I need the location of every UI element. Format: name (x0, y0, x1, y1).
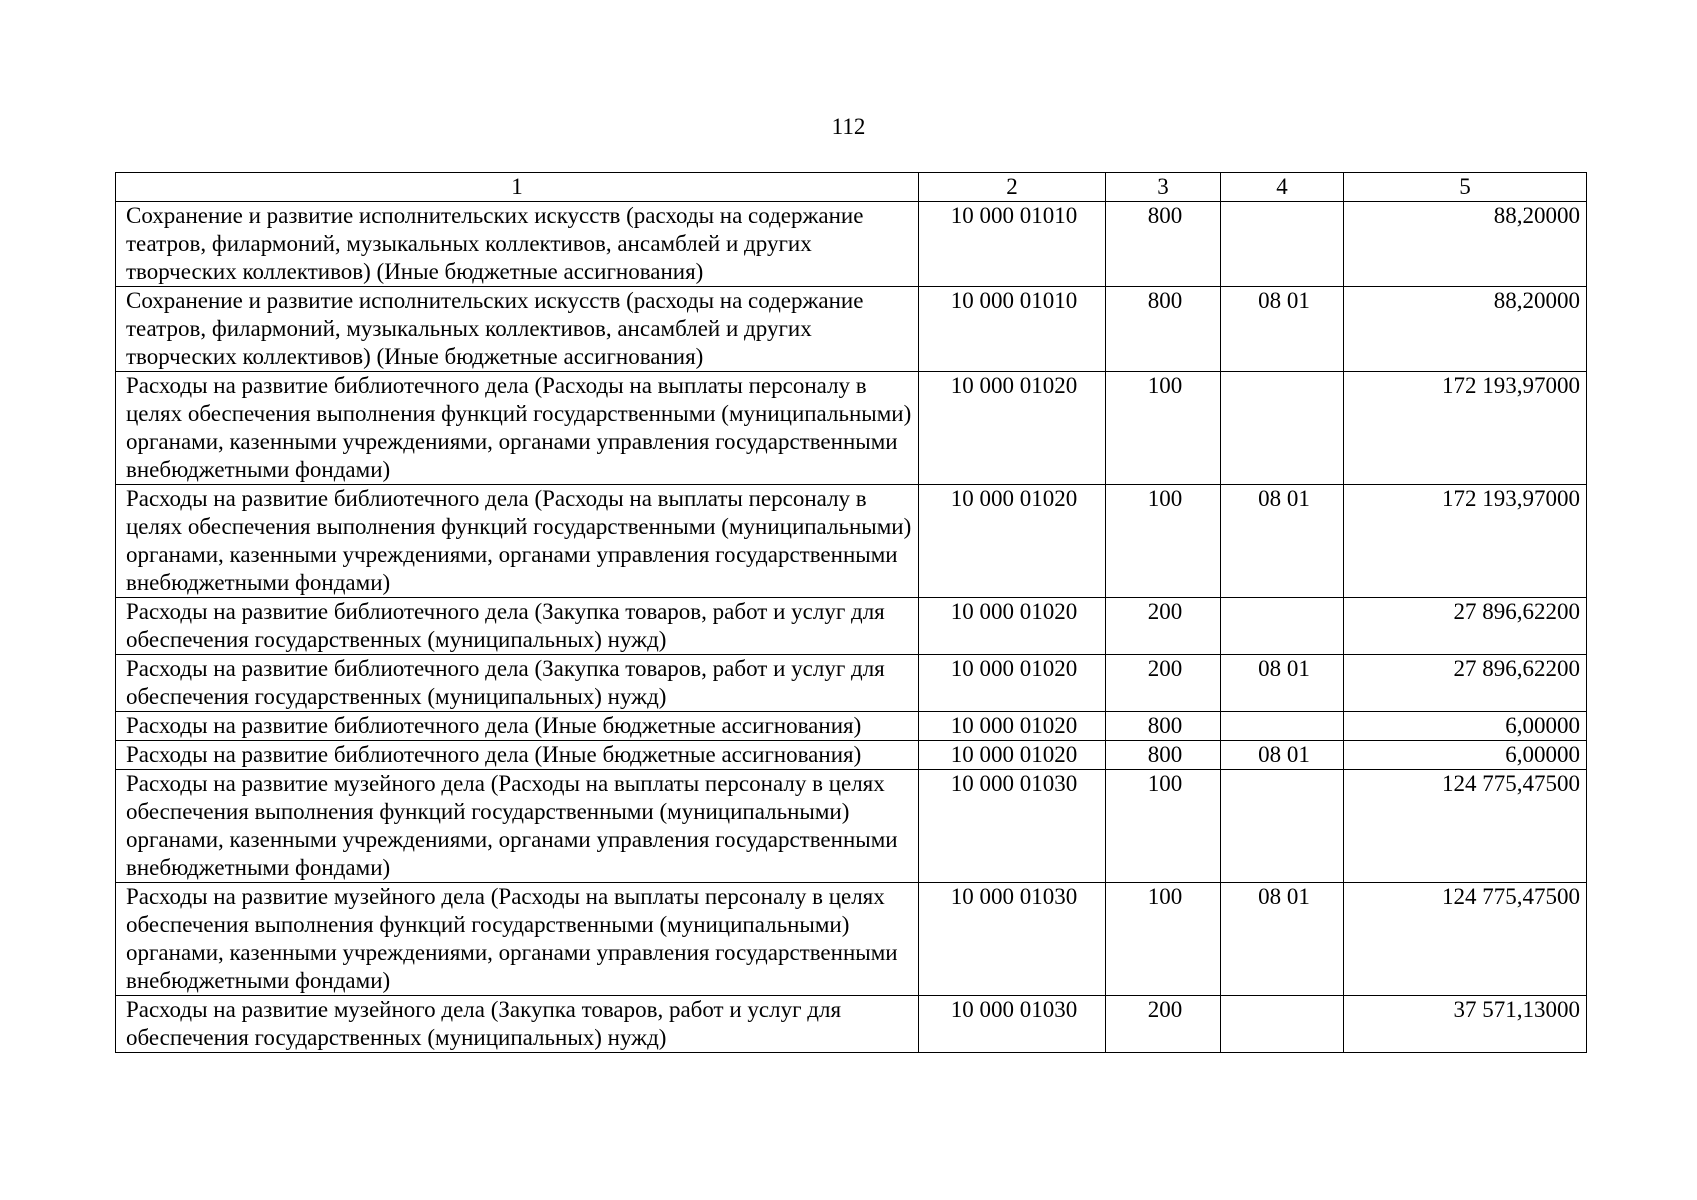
row-section: 08 01 (1221, 741, 1344, 770)
row-expense-type: 200 (1106, 996, 1221, 1053)
row-name: Сохранение и развитие исполнительских искусств (расходы на содержание театров, филармоний, музыкальных коллективов, ансамблей и других творческих коллективов) (Иные бюджетные ассигнования) (116, 287, 919, 372)
row-code: 10 000 01020 (919, 372, 1106, 485)
row-name: Расходы на развитие библиотечного дела (Иные бюджетные ассигнования) (116, 712, 919, 741)
table-row (116, 372, 1587, 485)
table-row (116, 287, 1587, 372)
row-expense-type: 100 (1106, 883, 1221, 996)
table-header-row (116, 173, 1587, 202)
table-row (116, 883, 1587, 996)
row-name: Расходы на развитие библиотечного дела (Иные бюджетные ассигнования) (116, 741, 919, 770)
row-expense-type: 100 (1106, 372, 1221, 485)
row-name: Расходы на развитие музейного дела (Расходы на выплаты персоналу в целях обеспечения выполнения функций государственными (муниципальными) органами, казенными учреждениями, органами управления государственными внебюджетными фондами) (116, 770, 919, 883)
row-code: 10 000 01020 (919, 712, 1106, 741)
table-row (116, 655, 1587, 712)
row-code: 10 000 01030 (919, 883, 1106, 996)
table-row (116, 770, 1587, 883)
row-code: 10 000 01020 (919, 598, 1106, 655)
row-name: Расходы на развитие библиотечного дела (Закупка товаров, работ и услуг для обеспечения государственных (муниципальных) нужд) (116, 655, 919, 712)
row-name: Расходы на развитие библиотечного дела (Закупка товаров, работ и услуг для обеспечения государственных (муниципальных) нужд) (116, 598, 919, 655)
row-sum: 124 775,47500 (1344, 883, 1587, 996)
row-expense-type: 200 (1106, 598, 1221, 655)
row-expense-type: 800 (1106, 712, 1221, 741)
row-name: Расходы на развитие музейного дела (Расходы на выплаты персоналу в целях обеспечения выполнения функций государственными (муниципальными) органами, казенными учреждениями, органами управления государственными внебюджетными фондами) (116, 883, 919, 996)
row-sum: 6,00000 (1344, 741, 1587, 770)
budget-table (115, 172, 1587, 1053)
row-sum: 88,20000 (1344, 287, 1587, 372)
row-name: Расходы на развитие библиотечного дела (Расходы на выплаты персоналу в целях обеспечения выполнения функций государственными (муниципальными) органами, казенными учреждениями, органами управления государственными внебюджетными фондами) (116, 485, 919, 598)
table-row (116, 598, 1587, 655)
table-row (116, 996, 1587, 1053)
row-name: Расходы на развитие музейного дела (Закупка товаров, работ и услуг для обеспечения государственных (муниципальных) нужд) (116, 996, 919, 1053)
row-name: Сохранение и развитие исполнительских искусств (расходы на содержание театров, филармоний, музыкальных коллективов, ансамблей и других творческих коллективов) (Иные бюджетные ассигнования) (116, 202, 919, 287)
row-code: 10 000 01010 (919, 287, 1106, 372)
row-sum: 88,20000 (1344, 202, 1587, 287)
row-expense-type: 100 (1106, 485, 1221, 598)
row-expense-type: 800 (1106, 741, 1221, 770)
row-name: Расходы на развитие библиотечного дела (Расходы на выплаты персоналу в целях обеспечения выполнения функций государственными (муниципальными) органами, казенными учреждениями, органами управления государственными внебюджетными фондами) (116, 372, 919, 485)
row-code: 10 000 01010 (919, 202, 1106, 287)
row-code: 10 000 01030 (919, 770, 1106, 883)
row-section (1221, 202, 1344, 287)
row-code: 10 000 01030 (919, 996, 1106, 1053)
row-sum: 172 193,97000 (1344, 372, 1587, 485)
row-sum: 37 571,13000 (1344, 996, 1587, 1053)
table-row (116, 741, 1587, 770)
row-section: 08 01 (1221, 287, 1344, 372)
row-section (1221, 996, 1344, 1053)
column-header-section: 4 (1221, 173, 1344, 202)
row-sum: 124 775,47500 (1344, 770, 1587, 883)
row-expense-type: 100 (1106, 770, 1221, 883)
row-expense-type: 800 (1106, 287, 1221, 372)
column-header-sum: 5 (1344, 173, 1587, 202)
row-code: 10 000 01020 (919, 485, 1106, 598)
table-row (116, 202, 1587, 287)
row-code: 10 000 01020 (919, 655, 1106, 712)
row-expense-type: 800 (1106, 202, 1221, 287)
row-sum: 172 193,97000 (1344, 485, 1587, 598)
row-section: 08 01 (1221, 485, 1344, 598)
row-section (1221, 770, 1344, 883)
row-section (1221, 372, 1344, 485)
row-sum: 27 896,62200 (1344, 598, 1587, 655)
table-row (116, 485, 1587, 598)
table-row (116, 712, 1587, 741)
column-header-name: 1 (116, 173, 919, 202)
row-expense-type: 200 (1106, 655, 1221, 712)
page-number: 112 (831, 114, 866, 139)
row-section: 08 01 (1221, 883, 1344, 996)
row-section (1221, 598, 1344, 655)
row-code: 10 000 01020 (919, 741, 1106, 770)
column-header-code: 2 (919, 173, 1106, 202)
row-section (1221, 712, 1344, 741)
column-header-type: 3 (1106, 173, 1221, 202)
row-sum: 6,00000 (1344, 712, 1587, 741)
row-sum: 27 896,62200 (1344, 655, 1587, 712)
row-section: 08 01 (1221, 655, 1344, 712)
